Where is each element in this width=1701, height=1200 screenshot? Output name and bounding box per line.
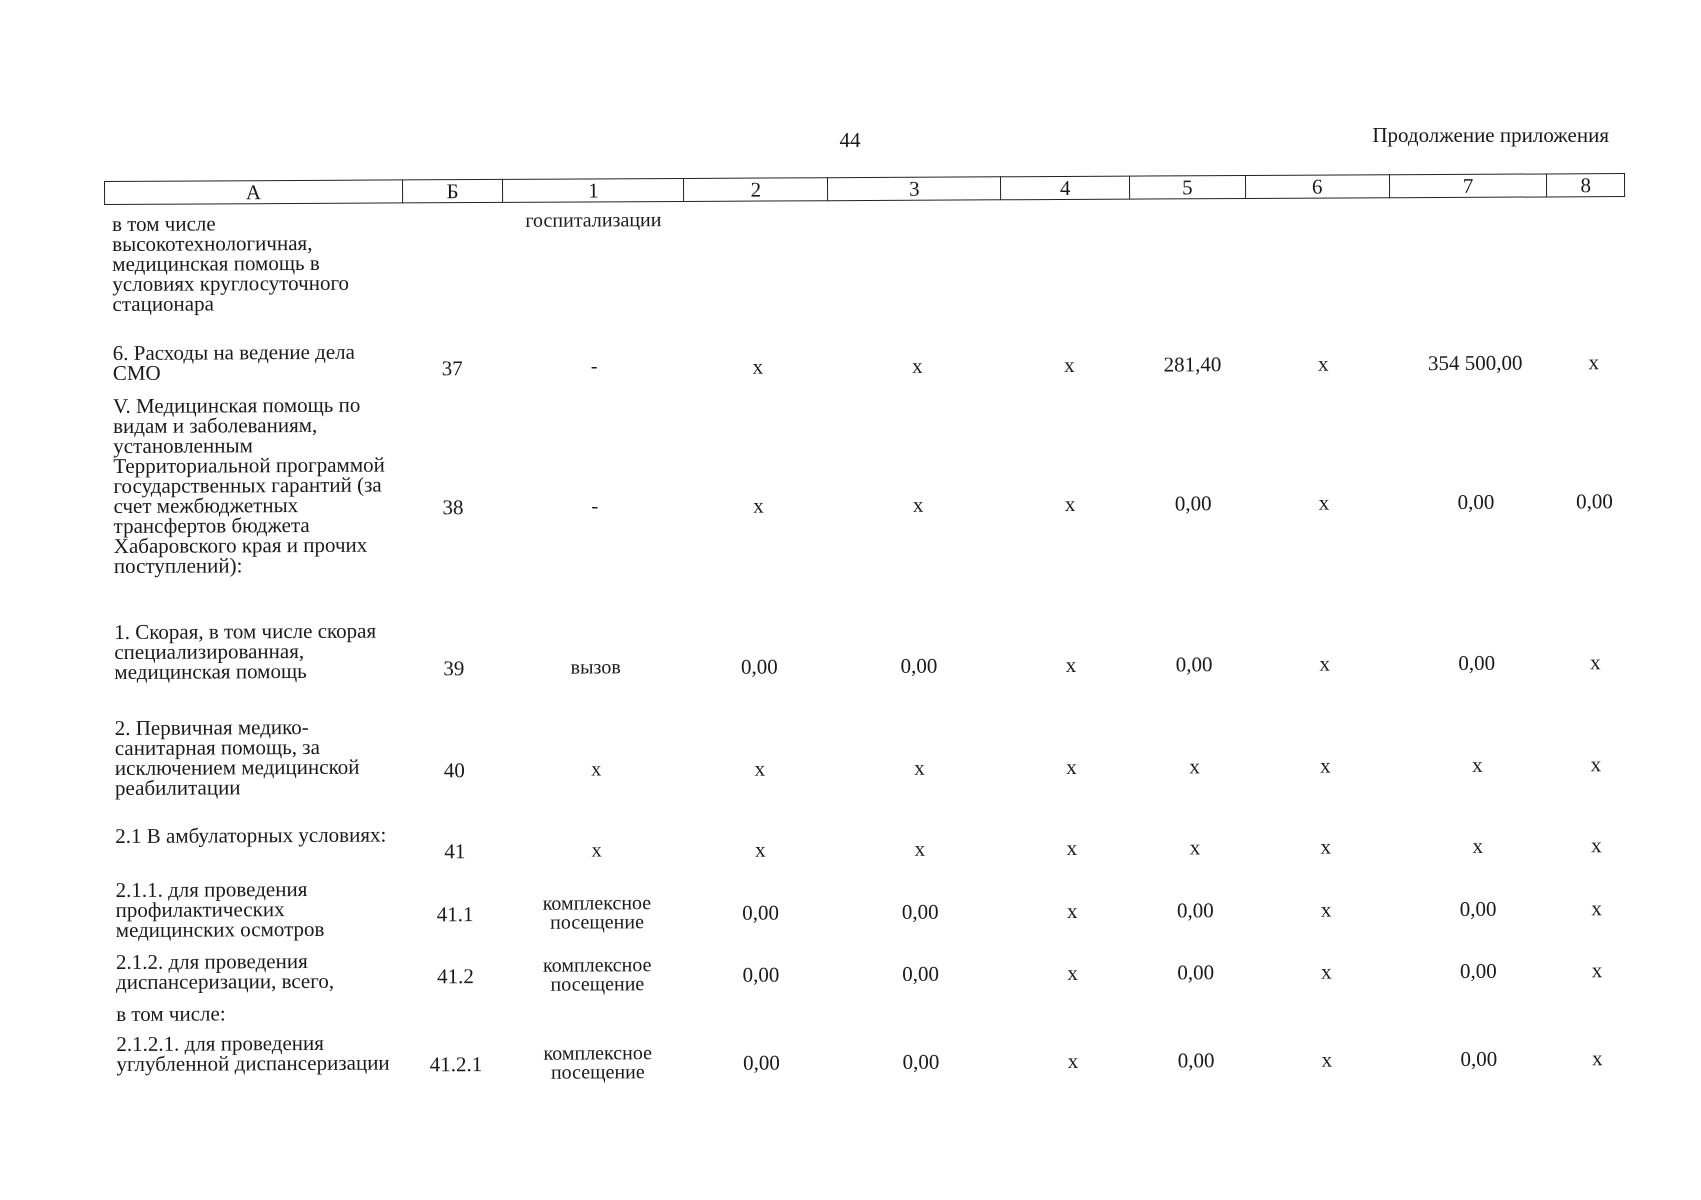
row-col-5: 281,40 bbox=[1163, 351, 1222, 376]
column-header-2: 2 bbox=[684, 178, 828, 202]
row-description: в том числе: bbox=[116, 1001, 226, 1026]
column-header-table bbox=[104, 173, 1625, 205]
row-col-5: 0,00 bbox=[1177, 960, 1215, 985]
row-description: 6. Расходы на ведение дела СМО bbox=[112, 339, 355, 385]
row-col-3: 0,00 bbox=[902, 1049, 940, 1074]
row-code: 41.2.1 bbox=[429, 1052, 483, 1077]
row-col-4: х bbox=[1065, 652, 1077, 678]
table-row bbox=[114, 614, 1634, 718]
column-header-7: 7 bbox=[1389, 174, 1547, 198]
row-code: 39 bbox=[443, 656, 465, 681]
row-col-7 bbox=[1395, 206, 1555, 336]
table-body bbox=[112, 206, 1637, 1098]
row-code: 41.1 bbox=[436, 902, 474, 927]
row-col-2: х bbox=[754, 837, 766, 862]
row-code: 40 bbox=[443, 758, 465, 783]
row-col-3: х bbox=[914, 755, 925, 780]
row-col-5: 0,00 bbox=[1175, 652, 1213, 677]
row-col-3: х bbox=[914, 836, 926, 861]
row-col-2: х bbox=[754, 756, 766, 781]
row-col-8 bbox=[1558, 996, 1636, 1026]
row-col-3: 0,00 bbox=[902, 961, 939, 986]
row-description: 2.1.2. для проведения диспансеризации, всего, bbox=[115, 948, 335, 994]
column-header-6: 6 bbox=[1245, 175, 1389, 199]
row-col-4: х bbox=[1064, 491, 1076, 517]
row-unit bbox=[506, 1001, 689, 1032]
row-code: 41.2 bbox=[437, 964, 474, 989]
row-col-6 bbox=[1254, 997, 1399, 1028]
continuation-note: Продолжение приложения bbox=[1372, 123, 1609, 147]
row-col-8 bbox=[1554, 206, 1633, 335]
row-col-7: 0,00 bbox=[1459, 896, 1497, 921]
row-col-8: х bbox=[1590, 752, 1602, 777]
row-col-6: х bbox=[1317, 351, 1329, 376]
row-col-5: х bbox=[1189, 835, 1201, 860]
column-header-a: А bbox=[105, 180, 403, 205]
row-col-4: х bbox=[1067, 960, 1078, 986]
row-code bbox=[405, 1002, 506, 1033]
row-col-4: х bbox=[1066, 835, 1078, 861]
column-header-1: 1 bbox=[503, 178, 684, 202]
row-col-8: х bbox=[1591, 896, 1602, 921]
row-col-3: х bbox=[912, 492, 924, 517]
row-col-5: 0,00 bbox=[1176, 898, 1214, 923]
column-header-row bbox=[105, 174, 1625, 205]
table-row bbox=[116, 944, 1636, 1004]
row-code bbox=[401, 212, 503, 342]
column-header-3: 3 bbox=[828, 177, 1001, 201]
row-col-3 bbox=[829, 209, 1004, 339]
row-description: 2.1.2.1. для проведения углубленной диспансеризации bbox=[116, 1030, 390, 1076]
data-table bbox=[112, 206, 1637, 1098]
row-unit: х bbox=[591, 757, 602, 780]
row-unit: комплексное посещение bbox=[542, 954, 652, 996]
row-col-7: х bbox=[1472, 833, 1484, 858]
row-code: 37 bbox=[441, 355, 463, 380]
row-col-6: х bbox=[1320, 834, 1332, 859]
row-unit: комплексное посещение bbox=[543, 1042, 653, 1084]
row-col-7: 0,00 bbox=[1460, 1046, 1498, 1071]
table-row bbox=[113, 388, 1634, 622]
row-col-8: х bbox=[1590, 833, 1602, 858]
row-col-8: х bbox=[1590, 650, 1601, 675]
row-col-2: 0,00 bbox=[742, 962, 780, 987]
row-col-7: 354 500,00 bbox=[1427, 350, 1523, 375]
row-col-8: х bbox=[1591, 958, 1603, 983]
table-row bbox=[116, 1026, 1636, 1098]
row-col-6: х bbox=[1318, 490, 1330, 515]
row-col-7: 0,00 bbox=[1458, 650, 1496, 675]
row-description: 1. Скорая, в том числе скорая специализированная, медицинская помощь bbox=[114, 618, 377, 684]
column-header-strip bbox=[104, 173, 1625, 205]
row-unit: - bbox=[591, 494, 599, 517]
row-unit: госпитализации bbox=[525, 209, 662, 232]
row-col-5: 0,00 bbox=[1177, 1048, 1215, 1073]
row-description: в том числе высокотехнологичная, медицинская помощь в условиях круглосуточного стационара bbox=[111, 211, 350, 316]
row-col-2: 0,00 bbox=[742, 900, 780, 925]
row-unit: комплексное посещение bbox=[542, 892, 652, 934]
column-header-b: Б bbox=[402, 179, 503, 203]
row-col-8: 0,00 bbox=[1576, 489, 1613, 514]
table-row bbox=[115, 872, 1635, 952]
row-col-5: х bbox=[1189, 754, 1200, 779]
table-row bbox=[115, 710, 1636, 826]
row-col-7: 0,00 bbox=[1457, 489, 1495, 514]
row-col-2: 0,00 bbox=[742, 1050, 780, 1075]
row-col-2 bbox=[685, 210, 831, 340]
row-col-2 bbox=[689, 1000, 834, 1031]
row-description: V. Медицинская помощь по видам и заболеваниям, установленным Территориальной программой государственных гарантий (за счет межбюджетных трансфертов бюджета Хабаровского края и прочих поступлений): bbox=[112, 392, 385, 578]
row-col-5: 0,00 bbox=[1174, 491, 1212, 516]
row-col-7: х bbox=[1471, 752, 1483, 777]
row-col-6: х bbox=[1319, 753, 1331, 778]
row-code: 41 bbox=[444, 839, 466, 864]
row-col-3 bbox=[834, 999, 1008, 1030]
row-unit: вызов bbox=[570, 655, 621, 679]
row-col-8: х bbox=[1588, 349, 1600, 374]
row-code: 38 bbox=[442, 495, 464, 520]
row-col-6: х bbox=[1321, 959, 1332, 984]
page-number: 44 bbox=[839, 128, 861, 152]
row-col-4: х bbox=[1064, 352, 1075, 377]
row-col-6: х bbox=[1320, 897, 1332, 922]
row-col-8: х bbox=[1592, 1046, 1603, 1071]
row-col-2: х bbox=[753, 493, 764, 518]
row-unit: - bbox=[590, 355, 598, 378]
row-col-4: х bbox=[1066, 754, 1077, 780]
column-header-4: 4 bbox=[1001, 176, 1130, 200]
row-col-4 bbox=[1008, 999, 1138, 1030]
row-col-7 bbox=[1399, 996, 1558, 1027]
row-col-6 bbox=[1250, 207, 1396, 337]
row-col-3: х bbox=[912, 353, 923, 378]
column-header-5: 5 bbox=[1130, 176, 1246, 200]
row-col-3: 0,00 bbox=[900, 653, 938, 678]
row-col-6: х bbox=[1321, 1047, 1333, 1072]
row-col-4 bbox=[1004, 209, 1134, 339]
row-col-5 bbox=[1133, 208, 1250, 338]
table-row bbox=[113, 335, 1633, 396]
row-col-6: х bbox=[1319, 651, 1331, 676]
row-col-2: х bbox=[752, 354, 764, 379]
table-row bbox=[115, 818, 1635, 880]
row-col-3: 0,00 bbox=[901, 899, 939, 924]
row-unit: х bbox=[591, 838, 602, 861]
row-description: 2. Первичная медико-санитарная помощь, за исключением медицинской реабилитации bbox=[114, 714, 360, 800]
row-col-2: 0,00 bbox=[740, 654, 778, 679]
column-header-8: 8 bbox=[1547, 174, 1625, 197]
row-col-4: х bbox=[1067, 1048, 1079, 1074]
table-row bbox=[112, 206, 1633, 343]
row-col-7: 0,00 bbox=[1459, 958, 1497, 983]
row-description: 2.1 В амбулаторных условиях: bbox=[115, 822, 387, 848]
row-col-5 bbox=[1138, 998, 1255, 1029]
row-description: 2.1.1. для проведения профилактических медицинских осмотров bbox=[115, 876, 325, 942]
row-col-4: х bbox=[1066, 898, 1078, 924]
